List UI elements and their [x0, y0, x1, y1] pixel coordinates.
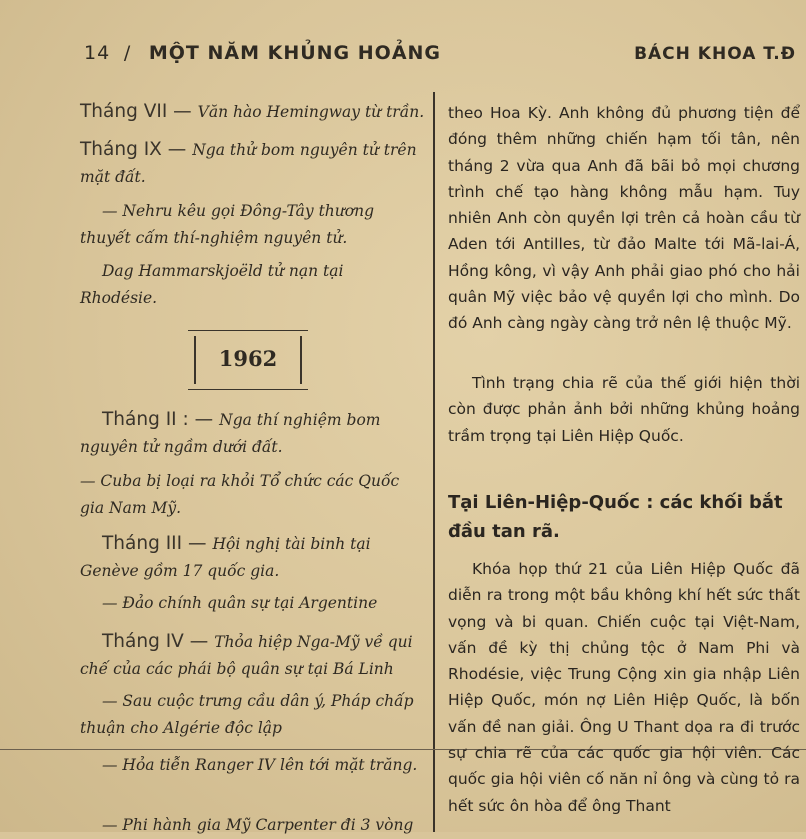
chronology-entry [80, 406, 425, 461]
entry-text: Thỏa hiệp Nga-Mỹ về qui chế của các phái bộ quân sự tại Bá Linh [80, 633, 413, 678]
section-heading: Tại Liên-Hiệp-Quốc : các khối bắt đầu tan rã. [448, 492, 783, 542]
chronology-entry [80, 812, 425, 839]
entry-text: — Nehru kêu gọi Đông-Tây thương thuyết cấm thí-nghiệm nguyên tử. [80, 202, 374, 247]
chronology-entry [80, 258, 425, 312]
month-label: Tháng II : — [102, 409, 214, 430]
chronology-entry [80, 628, 425, 683]
publication-name: BÁCH KHOA T.Đ [634, 44, 796, 64]
month-label: Tháng III — [102, 533, 207, 554]
chronology-entry [80, 530, 425, 585]
month-label: Tháng IV — [102, 631, 209, 652]
article-title: MỘT NĂM KHỦNG HOẢNG [148, 42, 442, 64]
entry-text: Văn hào Hemingway từ trần. [197, 103, 425, 121]
month-label: Tháng IX — [80, 139, 187, 160]
header-separator: / [123, 42, 132, 64]
chronology-entry [80, 688, 425, 742]
article-paragraph: theo Hoa Kỳ. Anh không đủ phương tiện để đóng thêm những chiến hạm tối tân, nên tháng 2 vừa qua Anh đã bãi bỏ mọi chương trình chế tạo hàng không mẫu hạm. Tuy nhiên Anh còn quyền lợi trên cả hoàn cầu từ Aden tới Antilles, từ đảo Malte tới Mã-lai-Á, Hồng kông, vì vậy Anh phải giao phó cho hải quân Mỹ việc bảo vệ quyền lợi cho mình. Do đó Anh càng ngày càng trở nên lệ thuộc Mỹ. [448, 104, 800, 333]
article-paragraph: Khóa họp thứ 21 của Liên Hiệp Quốc đã diễn ra trong một bầu không khí hết sức thất vọng và bi quan. Chiến cuộc tại Việt-Nam, vấn đề kỳ thị chủng tộc ở Nam Phi và Rhodésie, việc Trung Cộng xin gia nhập Liên Hiệp Quốc, món nợ Liên Hiệp Quốc, là bốn vấn đề nan giải. Ông U Thant dọa ra đi trước sự chia rẽ của các quốc gia hội viên. Các quốc gia hội viên cố năn nỉ ông và cùng tỏ ra hết sức ôn hòa để ông Thant [448, 560, 800, 815]
entry-text: Dag Hammarskjoëld tử nạn tại Rhodésie. [80, 262, 344, 307]
entry-text: — Cuba bị loại ra khỏi Tổ chức các Quốc gia Nam Mỹ. [80, 472, 400, 517]
page-number: 14 [84, 42, 111, 64]
entry-text: — Hỏa tiễn Ranger IV lên tới mặt trăng. [102, 756, 418, 774]
article-paragraph: Tình trạng chia rẽ của thế giới hiện thời còn được phản ảnh bởi những khủng hoảng trầm trọng tại Liên Hiệp Quốc. [448, 374, 800, 445]
year-box [194, 336, 302, 384]
running-header-left [84, 42, 441, 64]
entry-text: Hội nghị tài binh tại Genève gồm 17 quốc gia. [80, 535, 371, 580]
chronology-entry [80, 98, 425, 126]
column-divider [433, 92, 435, 832]
year-label: 1962 [218, 346, 278, 371]
entry-text: — Phi hành gia Mỹ Carpenter đi 3 vòng [102, 816, 414, 834]
month-label: Tháng VII — [80, 101, 192, 122]
entry-text: — Đảo chính quân sự tại Argentine [102, 594, 378, 612]
entry-text: — Sau cuộc trưng cầu dân ý, Pháp chấp thuận cho Algérie độc lập [80, 692, 414, 737]
chronology-entry [80, 590, 425, 617]
entry-text: Nga thí nghiệm bom nguyên tử ngầm dưới đất. [80, 411, 381, 456]
chronology-entry [80, 136, 425, 191]
entry-text: Nga thử bom nguyên tử trên mặt đất. [80, 141, 417, 186]
chronology-entry [80, 752, 425, 779]
chronology-entry [80, 198, 425, 252]
chronology-entry [80, 468, 425, 522]
